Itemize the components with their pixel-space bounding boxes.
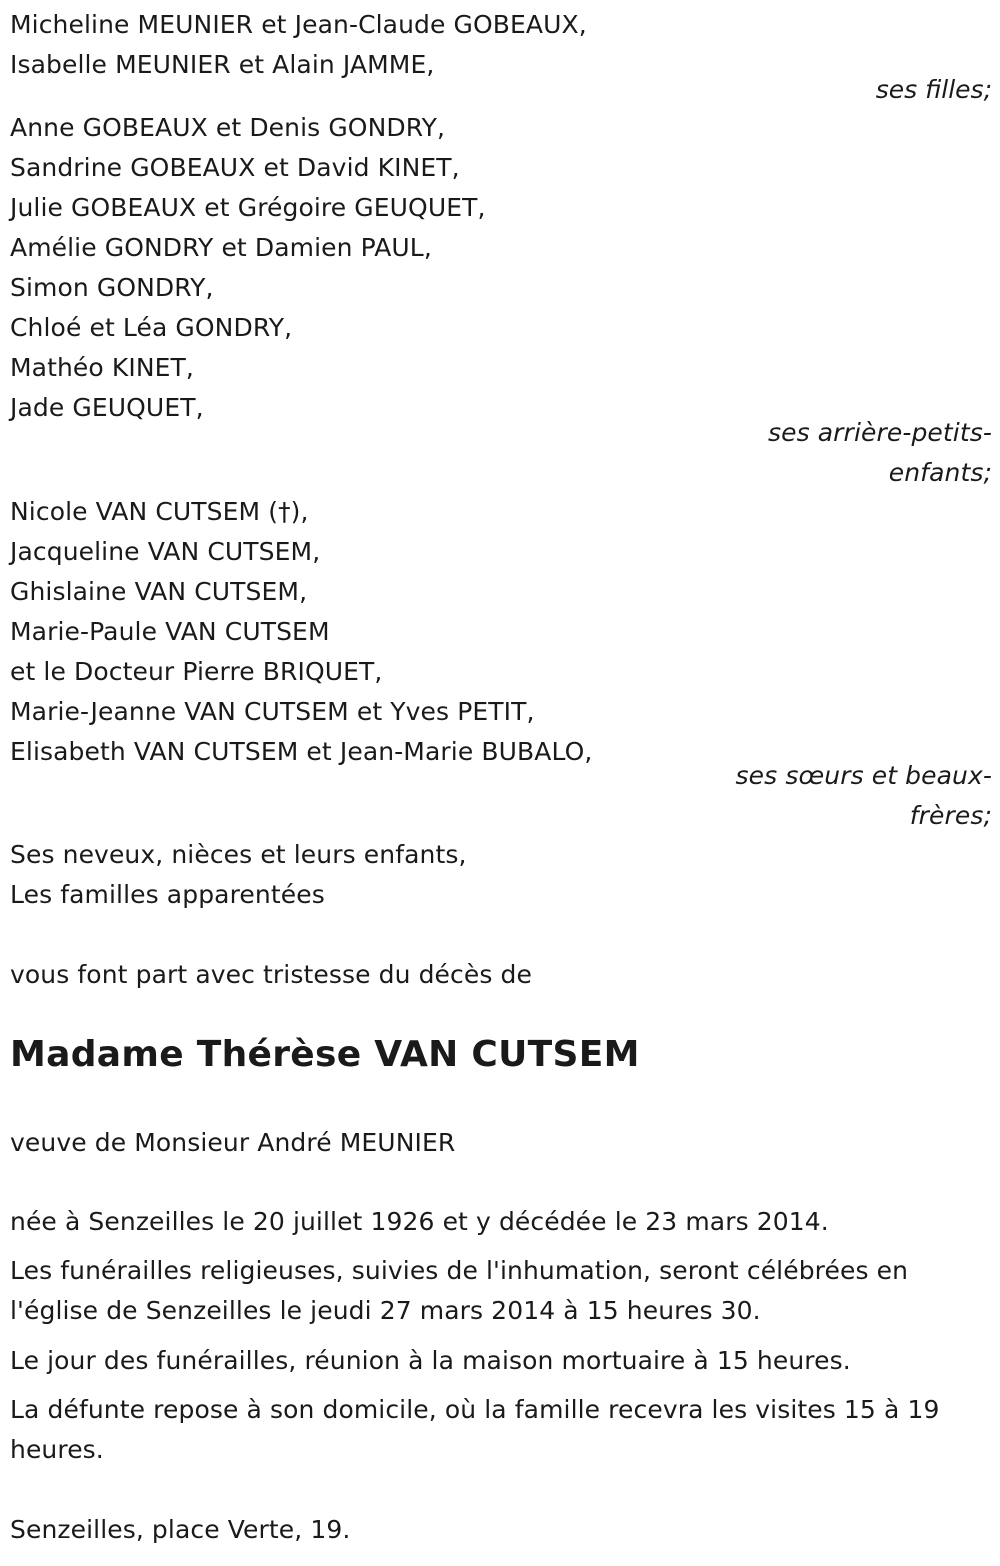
relative-line: Anne GOBEAUX et Denis GONDRY, — [10, 113, 446, 142]
relative-line: Julie GOBEAUX et Grégoire GEUQUET, — [10, 193, 486, 222]
role-line: ses arrière-petits- — [767, 418, 992, 447]
birth-death-text: née à Senzeilles le 20 juillet 1926 et y décédée le 23 mars 2014. — [10, 1207, 829, 1236]
daughters-line: Micheline MEUNIER et Jean-Claude GOBEAUX, — [10, 10, 587, 39]
widow-of-text: veuve de Monsieur André MEUNIER — [10, 1128, 456, 1157]
relative-line: Sandrine GOBEAUX et David KINET, — [10, 153, 460, 182]
announcement-text: vous font part avec tristesse du décès de — [10, 960, 532, 989]
others-group — [10, 835, 992, 915]
siblings-group — [10, 492, 992, 772]
funeral-paragraph — [10, 1251, 992, 1331]
relative-line: Chloé et Léa GONDRY, — [10, 313, 293, 342]
visits-paragraph — [10, 1390, 992, 1470]
address-text: Senzeilles, place Verte, 19. — [10, 1515, 351, 1544]
relative-line: Nicole VAN CUTSEM (†), — [10, 497, 309, 526]
siblings-role — [10, 756, 992, 836]
role-line: ses sœurs et beaux- — [735, 761, 992, 790]
visits-line: heures. — [10, 1435, 104, 1464]
daughters-line: Isabelle MEUNIER et Alain JAMME, — [10, 50, 435, 79]
relative-line: Ghislaine VAN CUTSEM, — [10, 577, 308, 606]
great-grandchildren-group — [10, 108, 992, 428]
relative-line: Amélie GONDRY et Damien PAUL, — [10, 233, 432, 262]
meeting-text: Le jour des funérailles, réunion à la maison mortuaire à 15 heures. — [10, 1346, 851, 1375]
relative-line: Jacqueline VAN CUTSEM, — [10, 537, 321, 566]
great-grandchildren-role — [10, 413, 992, 493]
relative-line: Les familles apparentées — [10, 880, 325, 909]
visits-line: La défunte repose à son domicile, où la famille recevra les visites 15 à 19 — [10, 1395, 940, 1424]
relative-line: Elisabeth VAN CUTSEM et Jean-Marie BUBALO, — [10, 737, 593, 766]
relative-line: Marie-Paule VAN CUTSEM — [10, 617, 330, 646]
daughters-role: ses filles; — [875, 75, 992, 104]
role-line: frères; — [909, 801, 992, 830]
role-line: enfants; — [888, 458, 992, 487]
relative-line: Jade GEUQUET, — [10, 393, 204, 422]
funeral-line: l'église de Senzeilles le jeudi 27 mars 2014 à 15 heures 30. — [10, 1296, 761, 1325]
deceased-name: Madame Thérèse VAN CUTSEM — [10, 1034, 640, 1075]
funeral-line: Les funérailles religieuses, suivies de l'inhumation, seront célébrées en — [10, 1256, 909, 1285]
relative-line: et le Docteur Pierre BRIQUET, — [10, 657, 383, 686]
relative-line: Mathéo KINET, — [10, 353, 194, 382]
relative-line: Ses neveux, nièces et leurs enfants, — [10, 840, 467, 869]
relative-line: Simon GONDRY, — [10, 273, 214, 302]
relative-line: Marie-Jeanne VAN CUTSEM et Yves PETIT, — [10, 697, 535, 726]
